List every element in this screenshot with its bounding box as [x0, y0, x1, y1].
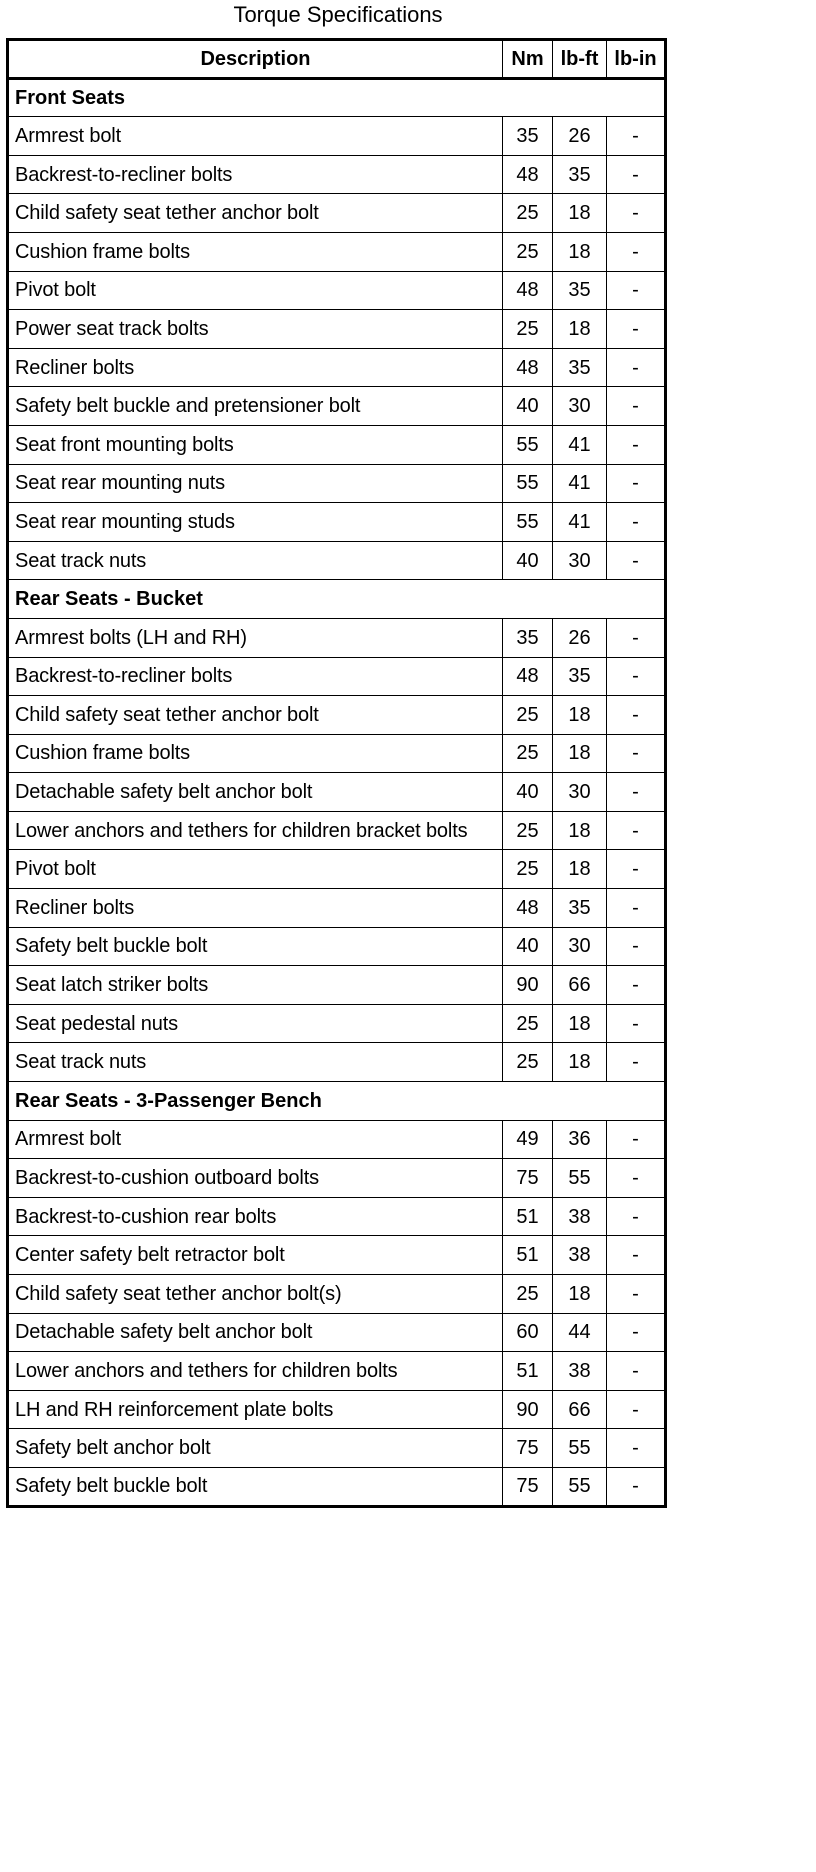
cell-nm: 25: [503, 232, 553, 271]
cell-lbin: -: [607, 232, 666, 271]
cell-lbft: 18: [553, 1043, 607, 1082]
table-row: [8, 1467, 666, 1506]
cell-lbft: 18: [553, 1004, 607, 1043]
cell-nm: 48: [503, 657, 553, 696]
cell-description: Backrest-to-cushion rear bolts: [8, 1197, 503, 1236]
table-row: [8, 541, 666, 580]
cell-lbft: 66: [553, 1390, 607, 1429]
header-lbin: lb-in: [607, 40, 666, 79]
cell-nm: 40: [503, 387, 553, 426]
table-row: [8, 1352, 666, 1391]
cell-description: Safety belt anchor bolt: [8, 1429, 503, 1468]
header-lbft: lb-ft: [553, 40, 607, 79]
cell-lbin: -: [607, 541, 666, 580]
table-row: [8, 1313, 666, 1352]
cell-lbft: 35: [553, 889, 607, 928]
cell-nm: 60: [503, 1313, 553, 1352]
cell-lbin: -: [607, 1313, 666, 1352]
cell-description: Power seat track bolts: [8, 310, 503, 349]
cell-description: Backrest-to-cushion outboard bolts: [8, 1159, 503, 1198]
cell-description: Pivot bolt: [8, 850, 503, 889]
cell-lbft: 35: [553, 657, 607, 696]
cell-lbft: 18: [553, 850, 607, 889]
table-row: [8, 1275, 666, 1314]
cell-nm: 25: [503, 696, 553, 735]
cell-lbin: -: [607, 1236, 666, 1275]
header-description: Description: [8, 40, 503, 79]
cell-lbin: -: [607, 1390, 666, 1429]
table-row: [8, 734, 666, 773]
header-nm: Nm: [503, 40, 553, 79]
cell-nm: 48: [503, 271, 553, 310]
cell-nm: 55: [503, 464, 553, 503]
cell-nm: 25: [503, 310, 553, 349]
cell-lbin: -: [607, 1159, 666, 1198]
table-row: [8, 1120, 666, 1159]
cell-nm: 35: [503, 117, 553, 156]
cell-lbft: 66: [553, 966, 607, 1005]
section-title: Rear Seats - 3-Passenger Bench: [8, 1082, 666, 1121]
cell-nm: 25: [503, 734, 553, 773]
cell-lbft: 44: [553, 1313, 607, 1352]
table-row: [8, 310, 666, 349]
cell-lbft: 18: [553, 696, 607, 735]
cell-nm: 25: [503, 194, 553, 233]
cell-lbin: -: [607, 1467, 666, 1506]
table-row: [8, 232, 666, 271]
cell-lbin: -: [607, 1197, 666, 1236]
cell-lbft: 18: [553, 232, 607, 271]
cell-description: Child safety seat tether anchor bolt: [8, 696, 503, 735]
cell-description: Recliner bolts: [8, 889, 503, 928]
header-row: [8, 40, 666, 79]
cell-description: Safety belt buckle and pretensioner bolt: [8, 387, 503, 426]
table-body: [8, 78, 666, 1506]
cell-description: Child safety seat tether anchor bolt(s): [8, 1275, 503, 1314]
cell-lbft: 41: [553, 464, 607, 503]
table-row: [8, 425, 666, 464]
cell-nm: 51: [503, 1352, 553, 1391]
table-row: [8, 464, 666, 503]
cell-description: Cushion frame bolts: [8, 734, 503, 773]
cell-description: Armrest bolts (LH and RH): [8, 618, 503, 657]
table-row: [8, 348, 666, 387]
cell-lbin: -: [607, 889, 666, 928]
cell-lbin: -: [607, 618, 666, 657]
cell-description: Lower anchors and tethers for children bolts: [8, 1352, 503, 1391]
cell-nm: 25: [503, 1043, 553, 1082]
cell-lbft: 38: [553, 1352, 607, 1391]
section-title: Rear Seats - Bucket: [8, 580, 666, 619]
cell-lbin: -: [607, 927, 666, 966]
cell-description: Armrest bolt: [8, 117, 503, 156]
cell-lbft: 35: [553, 271, 607, 310]
cell-lbin: -: [607, 117, 666, 156]
cell-description: Backrest-to-recliner bolts: [8, 155, 503, 194]
cell-lbin: -: [607, 348, 666, 387]
cell-lbin: -: [607, 271, 666, 310]
cell-lbin: -: [607, 1004, 666, 1043]
cell-nm: 48: [503, 348, 553, 387]
cell-nm: 75: [503, 1159, 553, 1198]
cell-lbft: 38: [553, 1197, 607, 1236]
cell-lbin: -: [607, 1429, 666, 1468]
cell-nm: 55: [503, 425, 553, 464]
cell-description: Backrest-to-recliner bolts: [8, 657, 503, 696]
cell-description: LH and RH reinforcement plate bolts: [8, 1390, 503, 1429]
table-row: [8, 927, 666, 966]
cell-lbin: -: [607, 387, 666, 426]
table-row: [8, 657, 666, 696]
cell-nm: 51: [503, 1236, 553, 1275]
cell-nm: 55: [503, 503, 553, 542]
cell-lbin: -: [607, 194, 666, 233]
cell-lbin: -: [607, 155, 666, 194]
cell-lbft: 30: [553, 387, 607, 426]
cell-lbft: 18: [553, 811, 607, 850]
table-row: [8, 271, 666, 310]
section-title: Front Seats: [8, 78, 666, 117]
cell-lbin: -: [607, 734, 666, 773]
cell-description: Child safety seat tether anchor bolt: [8, 194, 503, 233]
table-row: [8, 1043, 666, 1082]
cell-lbft: 38: [553, 1236, 607, 1275]
section-header-row: [8, 78, 666, 117]
cell-lbft: 18: [553, 734, 607, 773]
cell-description: Seat pedestal nuts: [8, 1004, 503, 1043]
table-row: [8, 1429, 666, 1468]
table-row: [8, 696, 666, 735]
cell-lbft: 41: [553, 503, 607, 542]
table-row: [8, 155, 666, 194]
cell-lbin: -: [607, 464, 666, 503]
cell-description: Seat latch striker bolts: [8, 966, 503, 1005]
section-header-row: [8, 1082, 666, 1121]
table-row: [8, 773, 666, 812]
table-row: [8, 1004, 666, 1043]
cell-lbin: -: [607, 850, 666, 889]
cell-nm: 25: [503, 1004, 553, 1043]
cell-nm: 48: [503, 889, 553, 928]
table-row: [8, 966, 666, 1005]
table-row: [8, 811, 666, 850]
cell-nm: 35: [503, 618, 553, 657]
cell-nm: 48: [503, 155, 553, 194]
cell-nm: 51: [503, 1197, 553, 1236]
cell-description: Cushion frame bolts: [8, 232, 503, 271]
cell-description: Lower anchors and tethers for children bracket bolts: [8, 811, 503, 850]
cell-lbft: 30: [553, 773, 607, 812]
cell-lbin: -: [607, 657, 666, 696]
cell-lbft: 36: [553, 1120, 607, 1159]
cell-lbin: -: [607, 310, 666, 349]
cell-description: Seat track nuts: [8, 541, 503, 580]
cell-description: Seat rear mounting studs: [8, 503, 503, 542]
cell-description: Seat front mounting bolts: [8, 425, 503, 464]
cell-lbin: -: [607, 811, 666, 850]
table-row: [8, 618, 666, 657]
cell-lbin: -: [607, 1352, 666, 1391]
table-header: [8, 40, 666, 79]
cell-lbft: 55: [553, 1429, 607, 1468]
cell-lbft: 18: [553, 1275, 607, 1314]
table-row: [8, 1159, 666, 1198]
cell-nm: 49: [503, 1120, 553, 1159]
cell-description: Seat track nuts: [8, 1043, 503, 1082]
cell-lbin: -: [607, 1043, 666, 1082]
cell-nm: 25: [503, 850, 553, 889]
cell-nm: 90: [503, 966, 553, 1005]
cell-lbft: 35: [553, 155, 607, 194]
cell-lbft: 41: [553, 425, 607, 464]
cell-lbft: 26: [553, 618, 607, 657]
torque-spec-table: [6, 38, 667, 1508]
cell-lbin: -: [607, 1275, 666, 1314]
cell-nm: 75: [503, 1467, 553, 1506]
cell-description: Pivot bolt: [8, 271, 503, 310]
cell-description: Seat rear mounting nuts: [8, 464, 503, 503]
table-row: [8, 1197, 666, 1236]
cell-nm: 40: [503, 927, 553, 966]
cell-lbin: -: [607, 773, 666, 812]
table-row: [8, 387, 666, 426]
cell-description: Safety belt buckle bolt: [8, 1467, 503, 1506]
cell-description: Recliner bolts: [8, 348, 503, 387]
cell-description: Detachable safety belt anchor bolt: [8, 1313, 503, 1352]
cell-lbft: 30: [553, 541, 607, 580]
cell-lbft: 55: [553, 1159, 607, 1198]
table-row: [8, 194, 666, 233]
cell-lbin: -: [607, 425, 666, 464]
cell-nm: 40: [503, 541, 553, 580]
section-header-row: [8, 580, 666, 619]
cell-description: Armrest bolt: [8, 1120, 503, 1159]
cell-lbft: 30: [553, 927, 607, 966]
table-row: [8, 1390, 666, 1429]
table-row: [8, 850, 666, 889]
cell-lbft: 35: [553, 348, 607, 387]
page-title: Torque Specifications: [233, 2, 443, 27]
cell-lbin: -: [607, 1120, 666, 1159]
cell-lbft: 18: [553, 194, 607, 233]
cell-nm: 90: [503, 1390, 553, 1429]
cell-lbin: -: [607, 503, 666, 542]
table-row: [8, 117, 666, 156]
cell-lbin: -: [607, 966, 666, 1005]
cell-nm: 40: [503, 773, 553, 812]
cell-description: Detachable safety belt anchor bolt: [8, 773, 503, 812]
cell-description: Safety belt buckle bolt: [8, 927, 503, 966]
table-row: [8, 1236, 666, 1275]
cell-lbft: 26: [553, 117, 607, 156]
table-row: [8, 889, 666, 928]
cell-nm: 25: [503, 811, 553, 850]
cell-lbin: -: [607, 696, 666, 735]
cell-lbft: 18: [553, 310, 607, 349]
cell-description: Center safety belt retractor bolt: [8, 1236, 503, 1275]
cell-nm: 75: [503, 1429, 553, 1468]
cell-nm: 25: [503, 1275, 553, 1314]
cell-lbft: 55: [553, 1467, 607, 1506]
table-row: [8, 503, 666, 542]
